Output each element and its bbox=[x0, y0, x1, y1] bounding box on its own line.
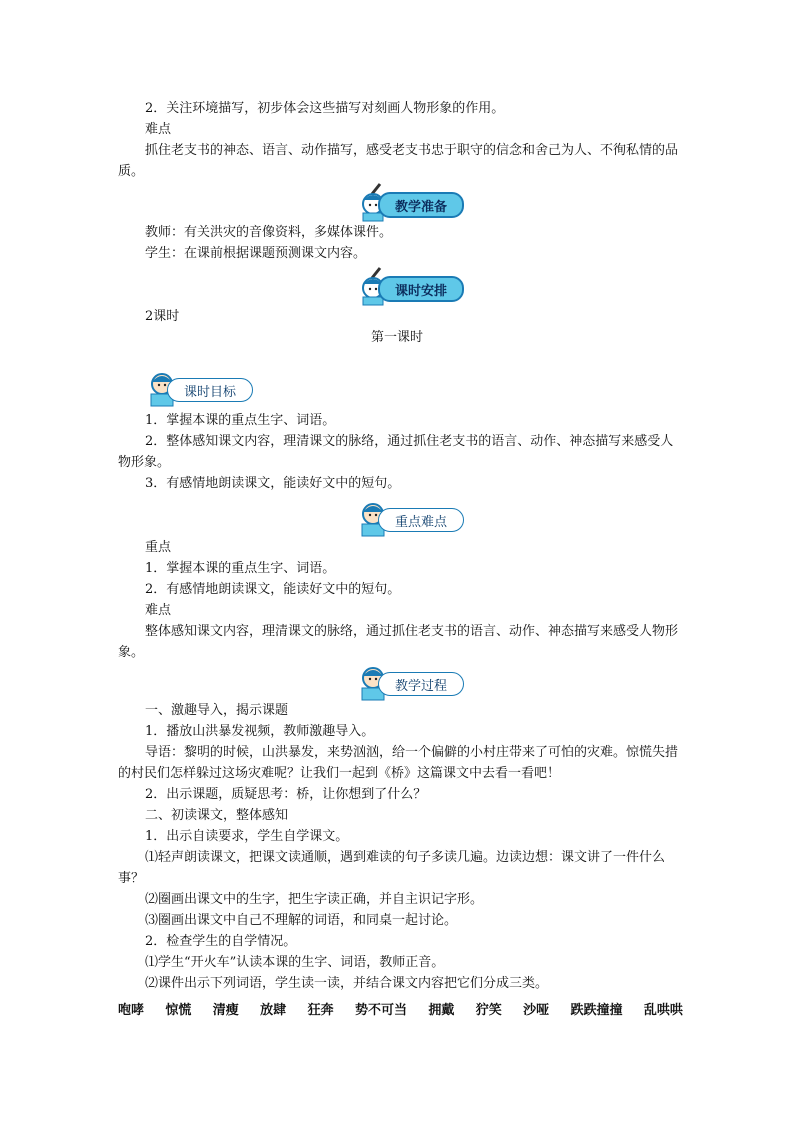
difficult-text: 抓住老支书的神态、语言、动作描写，感受老支书忠于职守的信念和舍己为人、不徇私情的品质。 bbox=[118, 143, 679, 179]
section-title: 课时目标 bbox=[167, 378, 253, 402]
process-line: ⑴学生“开火车”认读本课的生字、词语，教师正音。 bbox=[145, 955, 445, 970]
section-title: 教学准备 bbox=[378, 192, 464, 218]
process-line: ⑵圈画出课文中的生字，把生字读正确，并自主识记字形。 bbox=[145, 892, 484, 907]
process-line: 1．出示自读要求，学生自学课文。 bbox=[145, 829, 349, 844]
student-prep: 学生：在课前根据课题预测课文内容。 bbox=[145, 246, 367, 261]
vocab-word: 拥戴 bbox=[428, 1003, 455, 1018]
process-line: 1．播放山洪暴发视频，教师激趣导入。 bbox=[145, 724, 375, 739]
key-item: 1．掌握本课的重点生字、词语。 bbox=[145, 561, 336, 576]
vocabulary-row bbox=[118, 999, 683, 1018]
process-line: 2．检查学生的自学情况。 bbox=[145, 934, 297, 949]
process-line: ⑵课件出示下列词语，学生读一读，并结合课文内容把它们分成三类。 bbox=[145, 976, 549, 991]
teacher-prep: 教师：有关洪灾的音像资料，多媒体课件。 bbox=[145, 225, 393, 240]
vocab-word: 狂奔 bbox=[307, 1003, 334, 1018]
difficult-label: 难点 bbox=[145, 122, 172, 137]
diff-label: 难点 bbox=[145, 603, 172, 618]
section-title: 教学过程 bbox=[378, 672, 464, 696]
goal-item: 2．整体感知课文内容，理清课文的脉络，通过抓住老支书的语言、动作、神态描写来感受人物形象。 bbox=[118, 434, 674, 470]
section-title: 课时安排 bbox=[378, 276, 464, 302]
section-badge-schedule bbox=[356, 266, 466, 306]
vocab-word: 跌跌撞撞 bbox=[570, 1003, 623, 1018]
process-line: 2．出示课题，质疑思考：桥，让你想到了什么？ bbox=[145, 787, 427, 802]
vocab-word: 放肆 bbox=[260, 1003, 287, 1018]
process-line: ⑶圈画出课文中自己不理解的词语，和同桌一起讨论。 bbox=[145, 913, 458, 928]
vocab-word: 惊慌 bbox=[165, 1003, 192, 1018]
goal-item: 1．掌握本课的重点生字、词语。 bbox=[145, 413, 336, 428]
section-badge-process bbox=[356, 662, 466, 702]
process-line: ⑴轻声朗读课文，把课文读通顺，遇到难读的句子多读几遍。边读边想：课文讲了一件什么事？ bbox=[118, 850, 666, 886]
goal-item: 3．有感情地朗读课文，能读好文中的短句。 bbox=[145, 476, 401, 491]
vocab-word: 咆哮 bbox=[118, 1003, 145, 1018]
section-badge-goals bbox=[145, 368, 260, 408]
section-badge-prep bbox=[356, 182, 466, 222]
vocab-word: 势不可当 bbox=[354, 1003, 407, 1018]
vocab-word: 乱哄哄 bbox=[643, 1003, 683, 1018]
vocab-word: 沙哑 bbox=[523, 1003, 550, 1018]
section-title: 重点难点 bbox=[378, 508, 464, 532]
first-lesson-heading: 第一课时 bbox=[370, 330, 423, 345]
process-line: 一、激趣导入，揭示课题 bbox=[145, 703, 289, 718]
vocab-word: 清瘦 bbox=[212, 1003, 239, 1018]
hours-text: 2课时 bbox=[145, 309, 180, 324]
process-line: 二、初读课文，整体感知 bbox=[145, 808, 289, 823]
section-badge-keypoints bbox=[356, 498, 466, 538]
key-item: 2．有感情地朗读课文，能读好文中的短句。 bbox=[145, 582, 401, 597]
process-line: 导语：黎明的时候，山洪暴发，来势汹汹，给一个偏僻的小村庄带来了可怕的灾难。惊慌失措的村民们怎样躲过这场灾难呢？让我们一起到《桥》这篇课文中去看一看吧！ bbox=[118, 745, 679, 781]
text-line: 2．关注环境描写，初步体会这些描写对刻画人物形象的作用。 bbox=[145, 101, 505, 116]
diff-text: 整体感知课文内容，理清课文的脉络，通过抓住老支书的语言、动作、神态描写来感受人物形象。 bbox=[118, 624, 679, 660]
vocab-word: 狞笑 bbox=[475, 1003, 502, 1018]
key-label: 重点 bbox=[145, 540, 172, 555]
